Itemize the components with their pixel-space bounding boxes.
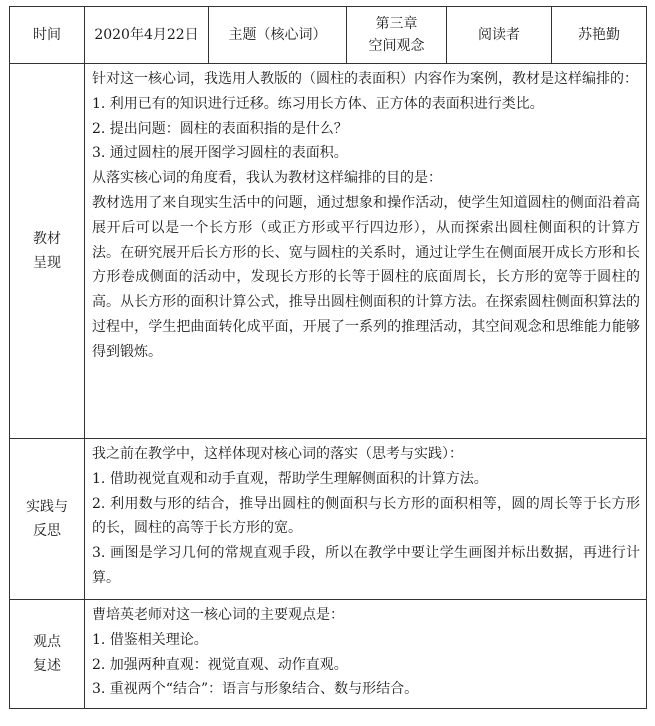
list-item: 3. 画图是学习几何的常规直观手段，所以在教学中要让学生画图并标出数据，再进行计算。 <box>92 545 640 586</box>
list-item: 1. 借助视觉直观和动手直观，帮助学生理解侧面积的计算方法。 <box>92 470 488 487</box>
list-item: 1. 借鉴相关理论。 <box>92 631 208 648</box>
review-label: 观点 复述 <box>10 600 85 709</box>
list-item: 3. 通过圆柱的展开图学习圆柱的表面积。 <box>92 145 348 162</box>
chapter-cell <box>347 7 447 64</box>
reader-name: 苏艳勤 <box>552 7 647 64</box>
chapter-number: 第三章 <box>375 16 418 32</box>
practice-row <box>10 439 647 600</box>
reader-role-label: 阅读者 <box>447 7 552 64</box>
list-item: 2. 利用数与形的结合，推导出圆柱的侧面积与长方形的面积相等，圆的周长等于长方形的长，圆柱的高等于长方形的宽。 <box>92 495 640 537</box>
practice-content <box>85 439 647 600</box>
review-content <box>85 600 647 709</box>
list-item: 2. 提出问题：圆柱的表面积指的是什么？ <box>92 120 348 137</box>
date-value: 2020年4月22日 <box>85 7 209 64</box>
textbook-content <box>85 64 647 439</box>
practice-label: 实践与 反思 <box>10 439 85 600</box>
topic-label: 主题（核心词） <box>209 7 347 64</box>
list-item: 2. 加强两种直观：视觉直观、动作直观。 <box>92 656 348 673</box>
textbook-label: 教材 呈现 <box>10 64 85 439</box>
paragraph: 教材选用了来自现实生活中的问题，通过想象和操作活动，使学生知道圆柱的侧面沿着高展开后可以是一个长方形（或正方形或平行四边形），从而探索出圆柱侧面积的计算方法。在研究展开后长方形的长、宽与圆柱的关系时，通过让学生在侧面展开成长方形和长方形卷成侧面的活动中，发现长方形的长等于圆柱的底面周长，长方形的宽等于圆柱的高。从长方形的面积计算公式，推导出圆柱侧面积的计算方法。在探索圆柱侧面积算法的过程中，学生把曲面转化成平面，开展了一系列的推理活动，其空间观念和思维能力能够得到锻炼。 <box>92 194 640 360</box>
review-row <box>10 600 647 709</box>
textbook-row <box>10 64 647 439</box>
paragraph: 针对这一核心词，我选用人教版的（圆柱的表面积）内容作为案例，教材是这样编排的： <box>92 71 638 87</box>
paragraph: 曹培英老师对这一核心词的主要观点是： <box>92 607 344 623</box>
paragraph: 从落实核心词的角度看，我认为教材这样编排的目的是： <box>92 170 442 187</box>
paragraph: 我之前在教学中，这样体现对核心词的落实（思考与实践）： <box>92 446 463 462</box>
list-item: 1. 利用已有的知识进行迁移。练习用长方体、正方体的表面积进行类比。 <box>92 95 544 112</box>
chapter-title: 空间观念 <box>368 38 425 54</box>
time-label: 时间 <box>10 7 85 64</box>
reading-record-table <box>9 6 647 709</box>
header-row <box>10 7 647 64</box>
list-item: 3. 重视两个“结合”：语言与形象结合、数与形结合。 <box>92 681 419 698</box>
